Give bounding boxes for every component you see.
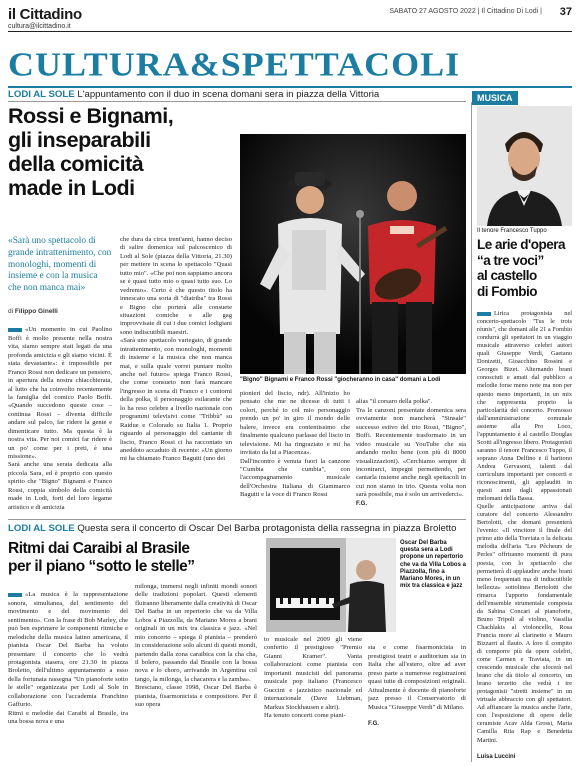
article2-headline-line: Ritmi dai Caraibi al Brasile [8,540,190,557]
article1-author: F.G. [356,500,368,507]
sidebar-headline-line: al castello [477,268,537,283]
sidebar-signature: Luisa Luccini [477,754,516,760]
article2-headline-line: per il piano “sotto le stelle” [8,558,195,575]
article1-photo-caption: "Bigno" Bignami e Franco Rossi "giocheranno in casa" domani a Lodi [240,377,441,383]
article1-headline-line: Rossi e Bignami, [8,104,174,128]
lead-marker [477,312,491,316]
article2-col4 [368,636,466,763]
logo: il Cittadino [8,6,82,23]
page-number: 37 [559,6,572,18]
article1-headline-line: gli inseparabili [8,128,151,152]
article1-byline [8,308,58,315]
article1-headline-line: made in Lodi [8,176,135,200]
article1-pull-quote: «Sarà uno spettacolo di grande intrattenimento, con monologhi, momenti di insieme e con la musica che non manca mai» [8,236,112,293]
article1-kicker-rule [8,101,466,102]
sidebar-headline-line: Le arie d'opera [477,237,565,252]
email-link[interactable]: cultura@ilcittadino.it [8,23,71,30]
sidebar-divider [471,102,472,762]
article2-col1 [8,583,128,763]
masthead-rule [8,31,572,32]
sidebar-body-text: Lirica protagonista nel concerto-spettacolo "Tus le trois réunis", che domani alle 21 a Fombio condurrà gli spettatori in un viaggio musicale attraverso celebri autori quali Giuseppe Verdi, Gaetano Donizetti, Gioacchino Rossini e Georges Bizet. Alternando brani conosciuti e amati dal pubblico a melodie forse meno note ma non per questo meno importanti, in un mix che rappresenta proprio la particolarità del concerto. Promosso dall'amministrazione comunale assieme alla Pro Loco, l'appuntamento è al castello Douglas Scotti all'ingresso libero. Protagonisti saranno il tenore Francesco Tuppo, il soprano Anna Delfino e il baritono Andrea Gervasoni, talenti dal curriculum importanti per concerti e riconoscimenti, gli applauditi in questi anni dagli appassionati melomani della Bassa. Quelle anticipazione arriva dal curatore del concerto Alessandro Bertolotti, che domani presenterà l'evento: «Il vincitore il finale del primo atto della Traviata o la delicata melodia dell'aria "Les Pêcheurs de Perles" offriranno momenti di pura poesia, con lo spettacolo che permetterà di applaudire anche brani meno frequentati ma di indiscutibile bellezza» sottolinea Bertolotti che rimarca l'apporto fondamentale dell'ensemble strumentale composta da Sabina Concari al pianoforte, Bruno Tripoli al violino, Vassilia Chachlakis al violoncello, Rosa Francia more al clarinetto e Mauro Bizzarri al flauto. A loro il compito di comporre più da opere celebri, come Carmen e Traviata, in un crescendo musicale che sfocerà nel brano che dà titolo al concerto, un brano terzetto che vedrà i tre protagonisti "stretti insieme" in un virtuale abbraccio con gli spettatori. Ad affiancare la musica anche l'arte, con l'esposizione di opere delle ceramiste Acav Alda Grossi, Maria Camilla Rita Rap e Benedetta Martini. [477,310,572,744]
article1-col1 [8,318,112,512]
section-title: CULTURA&SPETTACOLI [8,45,461,83]
comedians-photo [240,134,466,374]
tenor-photo [477,106,572,226]
article1-kicker-text: L'appuntamento con il duo in scena domani sera in piazza della Vittoria [77,89,380,100]
sidebar-headline-line: “a tre voci” [477,252,544,268]
article1-col1-text: «Un momento in cui Paolino Boffi è molto presente nella nostra vita, siamo sempre stati legati da una profonda amicizia e gli siamo vicini. È stata devastante»: è impossibile per Franco Rossi non dedicare un pensiero, in apertura della nostra chiacchierata, al lutto che ha coinvolto recentemente la famiglia del comico Paolo Boffi. «Quando succedono queste cose – continua Rossi – diventa difficile andare sul palco, far ridere la gente e dimenticare tutto. Ma questa è la nostra vita. Per noi comici far ridere è un po' come per i preti, è una missione». Sarà anche una serata dedicata alla piccola Sara, ed è proprio con questo spirito che "Bigno" Bignami e Franco Rossi, coppia simbolo della comicità made in Lodi, forti del loro legame artistico e di amicizia [8,326,112,511]
article2-author: F.G. [368,721,380,728]
article2-col4-text: sta e come fisarmonicista in prestigiosi teatri e auditorium sia in Italia che all'estero, oltre ad aver preso parte a numerose registrazioni quasi tutte di composizioni originali. Attualmente è docente di pianoforte jazz presso il Conservatorio di Musica "Giuseppe Verdi" di Milano. [368,644,466,711]
byline-prefix: di [8,308,14,315]
musica-tag-wrap [472,88,518,106]
sidebar-body [477,302,572,752]
article2-col3: to musicale nel 2009 gli viene conferito il prestigioso "Premio Gianni Kramer". Vanta collaborazioni come pianista con importanti musicisti del panorama musicale pop italiano (Francesco Guccini e jazzistico nazionale ed internazionale (Dave Liebman, Markus Stockhausen e altri). Ha tenuto concerti come piani- [264,636,362,719]
article1-kicker [8,89,379,100]
byline-name: Filippo Ginelli [14,308,58,315]
article2-col1-text: «La musica è la rappresentazione sonora, simultanea, del sentimento del movimento e del movimento del sentimento». Con la frase di Bob Marley, che può ben esprimere le componenti ritmiche e melodiche della musica latino americana, il pianista Oscar Del Barba ha voluto presentare il concerto che lo vedrà protagonista stasera, ore 21.30 in piazza Broletto, dell'ultimo appuntamento a esso della fortunata rassegna "Un pianoforte sotto le stelle" organizzata per Lodi al Sole in collaborazione con l'accademia Franchino Gaffurio. Ritmi e melodie dai Caraibi al Brasile, tra una bossa nova e una [8,591,128,725]
article2-kicker-tag: LODI AL SOLE [8,523,75,534]
lead-marker [8,593,22,597]
sidebar-headline [477,237,573,299]
article1-col4 [356,390,466,512]
pianist-photo [266,538,396,632]
article2-photo [266,538,396,632]
article1-headline-line: della comicità [8,152,144,176]
article1-headline [8,104,248,200]
article1-kicker-tag: LODI AL SOLE [8,89,75,100]
article2-photo-caption: Oscar Del Barba questa sera a Lodi propone un repertorio che va da Villa Lobos a Piazzolla, fino a Mariano Mores, in un mix tra classica e jazz [400,540,466,590]
sidebar-photo-caption: Il tenore Francesco Tuppo [477,228,547,234]
musica-tag: MUSICA [472,91,518,105]
article1-col3: pionieri del liscio, ndr). All'inizio ho pensato che me ne dicesse di tutti i colori, perché io col mio personaggio prendo un po' in giro il mondo delle balere, invece era contentissimo che finalmente qualcuno parlasse del liscio in televisione. Mi ha ringraziato e mi ha invitato da lui a Piacenza». Dall'incontro è venuta fuori la canzone "Cumbia che cumbia", con l'accompagnamento musicale dell'Orchestra Italiana di Giammarco Bagutti e la voce di Franco Rossi [240,390,350,499]
article2-kicker [8,523,456,534]
dateline: SABATO 27 AGOSTO 2022 | Il Cittadino Di Lodi | [389,8,542,15]
article-divider [8,519,466,520]
article1-col2: che dura da circa trent'anni, hanno deciso di salire domenica sul palcoscenico di Lodi al Sole (piazza della Vittoria, 21.30) per mettere in scena lo spettacolo "Quasi tutto mio". «Che poi non sappiamo ancora se è quasi tutto mio o quasi tutto suo. Lo vedremo». Certo è che questo titolo ha innescato una sorta di "diatriba" tra Rossi e Bigno che porterà alle consuete situazioni comiche e alle gag improvvisate di cui i due comici lodigiani sono indiscutibili maestri. «Sarà uno spettacolo variegato, di grande intrattenimento, con monologhi, momenti di insieme e la musica che non manca mai, e sulla quale vorrei puntare molto anche nel futuro» spiega Franco Rossi, che come consueto non farà mancare l'ingresso in scena di Franco e i contorni della polka, il personaggio esilarante che lo ha reso celebre a livello nazionale con programmi televisivi come "Tribbù" su Raidue e Colorado su Italia 1. Proprio riguardo al personaggio del cantante di liscio, Franco Rossi ci ha raccontato un aneddoto accaduto di recente: «Un giorno mi ha chiamato Franco Bagutti (uno dei [120,236,232,463]
masthead [8,6,572,48]
article1-photo [240,134,466,374]
article1-col4-text: alias "il corsaro della polka". Tra le canzoni presentate domenica sera ovviamente non mancherà "Sinsale" successo estivo del trio Rossi, "Bigno", Boffi. Recentemente trasformato in un video musicale su YouTube che sta andando molto bene (con più di 8000 visualizzazioni). «Cerchiamo sempre di incontrarci, impegni permettendo, per cantarla insieme anche negli spettacoli in cui non siamo in trio. Questa volta non sarà possibile, ma è solo un arrivederci». [356,398,466,499]
piano-icon [270,548,340,620]
article2-col2: milonga, immersi negli infiniti mondi sonori delle tradizioni popolari. Questi elementi fluiranno liberamente dalla creatività di Oscar Del Barba in un repertorio che va da Villa Lobos a Piazzolla, da Mariano Mores a brani originali in un mix tra classica e jazz. «Nel mio concerto – spiega il pianista – prenderò in considerazione solo alcuni di questi mondi, partendo dalla zona caraibica con la cha cha, il bolero, passando dal Brasile con la bossa nova e lo choro, arrivando in Argentina col tango, la milonga, la chacarera e la zamba». Bresciano, classe 1998, Oscar Del Barba è pianista, fisarmonicista e compositore. Per il suo opera [135,583,257,709]
article2-kicker-text: Questa sera il concerto di Oscar Del Barba protagonista della rassegna in piazza Broletto [77,523,457,534]
lead-marker [8,328,22,332]
sidebar-photo [477,106,572,226]
sidebar-headline-line: di Fombio [477,283,537,299]
article2-headline [8,540,268,576]
